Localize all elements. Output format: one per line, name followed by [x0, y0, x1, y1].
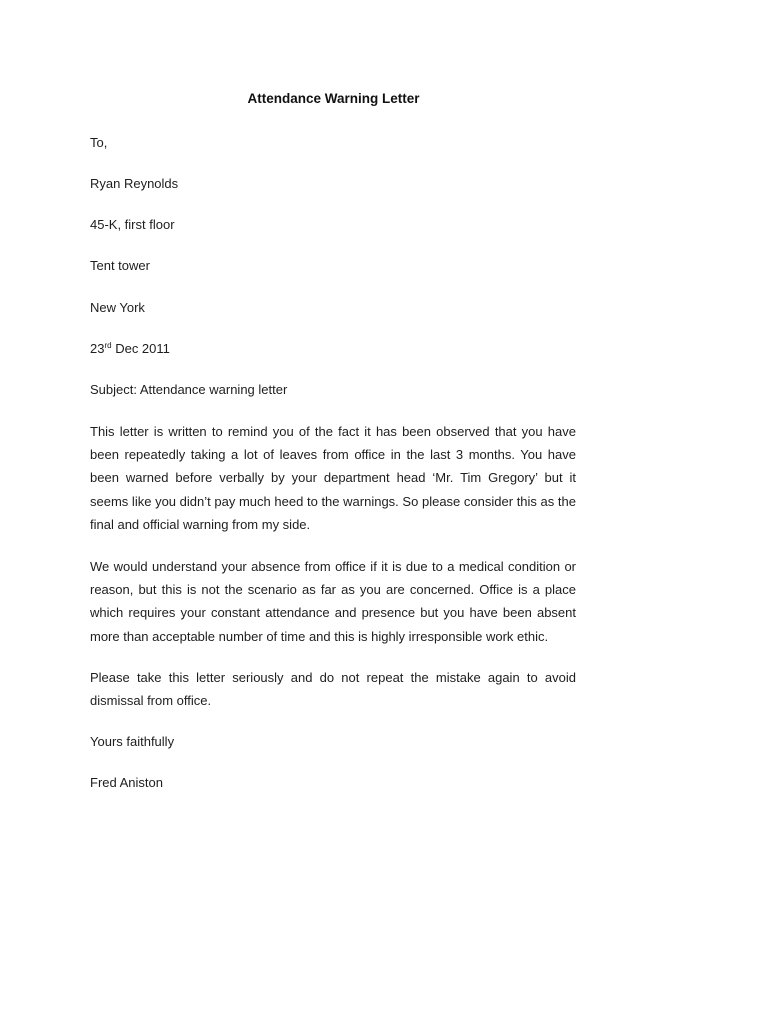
body-paragraph-3: Please take this letter seriously and do not repeat the mistake again to avoid dismissal from office.	[90, 670, 576, 709]
salutation: To,	[90, 135, 108, 150]
recipient-name: Ryan Reynolds	[90, 176, 179, 191]
body-paragraph-2: We would understand your absence from office if it is due to a medical condition or reason, but this is not the scenario as far as you are concerned. Office is a place which requires your constant attendance and presence but you have been absent more than acceptable number of time and this is highly irresponsible work ethic.	[90, 559, 576, 644]
recipient-address-line2: Tent tower	[90, 258, 150, 273]
subject-line: Subject: Attendance warning letter	[90, 382, 288, 397]
date-month-year: Dec 2011	[111, 341, 170, 356]
signature-name: Fred Aniston	[90, 775, 163, 790]
letter-title: Attendance Warning Letter	[247, 91, 420, 106]
closing: Yours faithfully	[90, 734, 175, 749]
date-day: 23	[90, 341, 105, 356]
letter-date	[90, 341, 170, 357]
date-suffix: rd	[104, 341, 112, 350]
recipient-address-line1: 45-K, first floor	[90, 217, 175, 232]
body-paragraph-1: This letter is written to remind you of the fact it has been observed that you have been repeatedly taking a lot of leaves from office in the last 3 months. You have been warned before verbally by your department head ‘Mr. Tim Gregory’ but it seems like you didn’t pay much heed to the warnings. So please consider this as the final and official warning from my side.	[90, 424, 576, 532]
recipient-city: New York	[90, 300, 145, 315]
